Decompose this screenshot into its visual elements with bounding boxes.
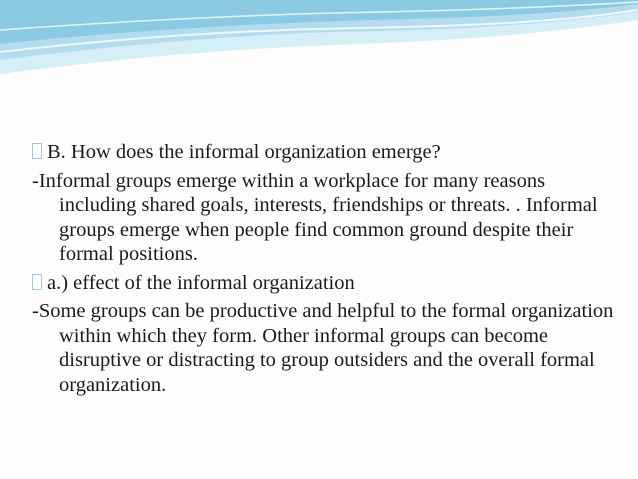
slide-body [32,140,622,397]
subheading-effect [32,271,622,296]
subheading-effect-text: a.) effect of the informal organization [47,271,355,294]
paragraph-emergence: -Informal groups emerge within a workplace for many reasons including shared goals, interests, friendships or threats. . Informal groups emerge when people find common ground despite their formal positions. [32,169,598,265]
bullet-box-icon [32,274,42,290]
bullet-box-icon [32,143,42,159]
header-wave-decoration [0,0,638,80]
question-heading [32,140,622,165]
paragraph-effect: -Some groups can be productive and helpful to the formal organization within which they form. Other informal groups can become disruptive or distracting to group outsiders and the overall formal organization. [32,300,614,396]
question-heading-text: B. How does the informal organization emerge? [47,141,441,163]
